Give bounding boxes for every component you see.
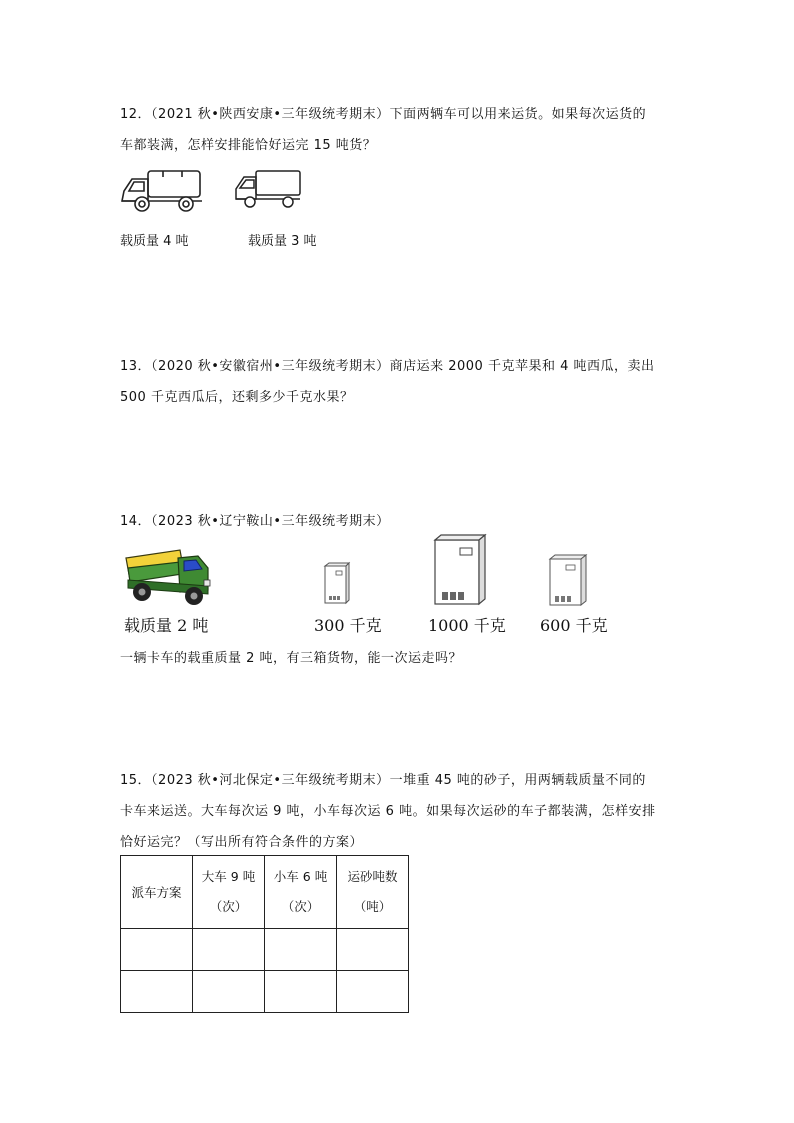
table-cell[interactable] [193,971,265,1013]
table-cell[interactable] [121,929,193,971]
table-row [121,929,409,971]
table-cell[interactable] [265,971,337,1013]
q15-line3: 恰好运完？（写出所有符合条件的方案） [120,835,364,850]
q12-line2: 车都装满，怎样安排能恰好运完 15 吨货？ [120,138,377,153]
header-sand-tons: 运砂吨数 （吨） [337,856,409,929]
table-cell[interactable] [337,929,409,971]
q13-line1: 13．（2020 秋•安徽宿州•三年级统考期末）商店运来 2000 千克苹果和 4 吨西瓜，卖出 [120,359,655,374]
q12-line1: 12．（2021 秋•陕西安康•三年级统考期末）下面两辆车可以用来运货。如果每次运货的 [120,107,647,122]
q14-question: 一辆卡车的载重质量 2 吨，有三箱货物，能一次运走吗？ [120,651,463,666]
table-cell[interactable] [121,971,193,1013]
q13-line2: 500 千克西瓜后，还剩多少千克水果？ [120,390,354,405]
table-cell[interactable] [193,929,265,971]
box-600kg-illustration [549,554,587,606]
truck-3t-caption: 载质量 3 吨 [248,234,317,249]
table-row [121,971,409,1013]
header-plan: 派车方案 [121,856,193,929]
header-small-truck: 小车 6 吨 （次） [265,856,337,929]
q15-line2: 卡车来运送。大车每次运 9 吨，小车每次运 6 吨。如果每次运砂的车子都装满，怎样安排 [120,804,656,819]
box-1000kg-caption: 1000 千克 [428,616,506,635]
q15-line1: 15．（2023 秋•河北保定•三年级统考期末）一堆重 45 吨的砂子，用两辆载质量不同的 [120,773,646,788]
table-header-row [121,856,409,929]
box-300kg-illustration [324,562,350,604]
truck-3t-illustration [232,167,304,213]
header-big-truck: 大车 9 吨 （次） [193,856,265,929]
green-truck-caption: 载质量 2 吨 [124,616,209,635]
dispatch-plan-table [120,855,409,1013]
table-cell[interactable] [337,971,409,1013]
truck-4t-caption: 载质量 4 吨 [120,234,189,249]
box-1000kg-illustration [434,534,486,606]
table-cell[interactable] [265,929,337,971]
box-600kg-caption: 600 千克 [540,616,608,635]
green-truck-illustration [122,544,218,606]
truck-4t-illustration [118,165,208,215]
box-300kg-caption: 300 千克 [314,616,382,635]
q14-line1: 14．（2023 秋•辽宁鞍山•三年级统考期末） [120,514,390,529]
